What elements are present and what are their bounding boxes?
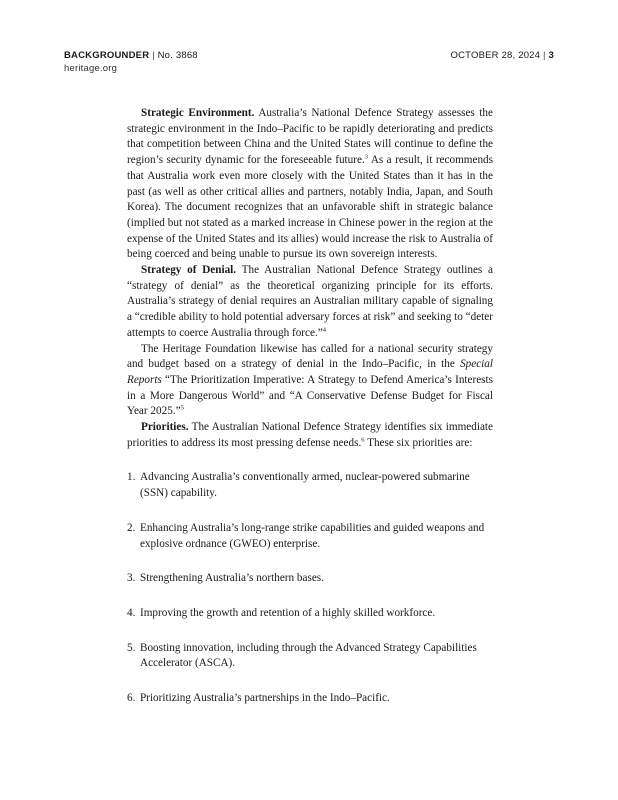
paragraph-strategy-of-denial [127,263,493,342]
list-item [127,691,493,707]
footnote-ref[interactable]: 6 [361,436,365,444]
italic-title: Special Reports [127,358,493,386]
site-link[interactable]: heritage.org [64,63,118,74]
list-text: Boosting innovation, including through the Advanced Strategy Capabilities Accelerator (ASCA). [140,641,477,670]
footnote-ref[interactable]: 5 [180,404,184,412]
paragraph-text: “The Prioritization Imperative: A Strategy to Defend America’s Interests in a More Dangerous World” and “A Conservative Defense Budget for Fiscal Year 2025.” [127,373,493,418]
paragraph-text: As a result, it recommends that Australia work even more closely with the United States than it has in the past (as well as other critical allies and partners, notably India, Japan, and South Korea). The document recognizes that an unfavorable shift in strategic balance (implied but not stated as a marked increase in Chinese power in the region at the expense of the United States and its allies) would increase the risk to Australia of being coerced and being unable to pursue its own sovereign interests. [127,154,493,261]
paragraph-heritage [127,342,493,421]
list-text: Advancing Australia’s conventionally armed, nuclear-powered submarine (SSN) capability. [140,471,470,500]
list-number: 1. [127,471,136,484]
list-item [127,606,493,622]
footnote-ref[interactable]: 3 [364,153,368,161]
list-number: 5. [127,641,136,654]
paragraph-text: The Australian National Defence Strategy identifies six immediate priorities to address its most pressing defense needs. [127,421,493,449]
section-lead: Strategic Environment. [141,107,255,119]
header-separator: | [152,50,155,61]
list-text: Prioritizing Australia’s partnerships in the Indo–Pacific. [140,692,390,705]
section-lead: Strategy of Denial. [141,264,237,277]
paragraph-strategic-environment [127,106,493,263]
section-lead: Priorities. [141,421,189,434]
list-number: 3. [127,572,136,585]
footnote-ref[interactable]: 4 [322,326,326,334]
list-number: 4. [127,606,136,619]
paragraph-text: These six priorities are: [364,436,473,449]
header-left [64,49,198,75]
report-number: No. 3868 [157,50,198,61]
list-number: 6. [127,692,136,705]
list-item [127,641,493,672]
paragraph-text: The Heritage Foundation likewise has called for a national security strategy and budget based on a strategy of denial in the Indo–Pacific, in the [127,342,493,371]
series-title: BACKGROUNDER [64,50,150,61]
paragraph-priorities [127,420,493,451]
paragraph-text: The Australian National Defence Strategy outlines a “strategy of denial” as the theoretical organizing principle for its efforts. Australia’s strategy of denial requires an Australian military capable of signaling a “credible ability to hold potential adversary forces at risk” and seeking to “deter attempts to coerce Australia through force.” [127,264,493,339]
list-number: 2. [127,521,136,534]
list-item [127,571,493,587]
date-separator: | [543,50,546,61]
list-text: Strengthening Australia’s northern bases. [140,572,324,585]
paragraph-text: Australia’s National Defence Strategy assesses the strategic environment in the Indo–Pacific to be rapidly deteriorating and predicts that competition between China and the United States will continue to define the region’s security dynamic for the foreseeable future. [127,107,493,167]
publication-date: OCTOBER 28, 2024 [450,50,541,61]
list-item [127,521,493,552]
body-text [127,106,493,726]
header-right [451,49,554,62]
list-text: Improving the growth and retention of a highly skilled workforce. [140,606,436,619]
list-text: Enhancing Australia’s long-range strike capabilities and guided weapons and explosive ordnance (GWEO) enterprise. [140,521,485,550]
priorities-list [127,470,493,706]
list-item [127,470,493,501]
page-number: 3 [548,50,554,61]
